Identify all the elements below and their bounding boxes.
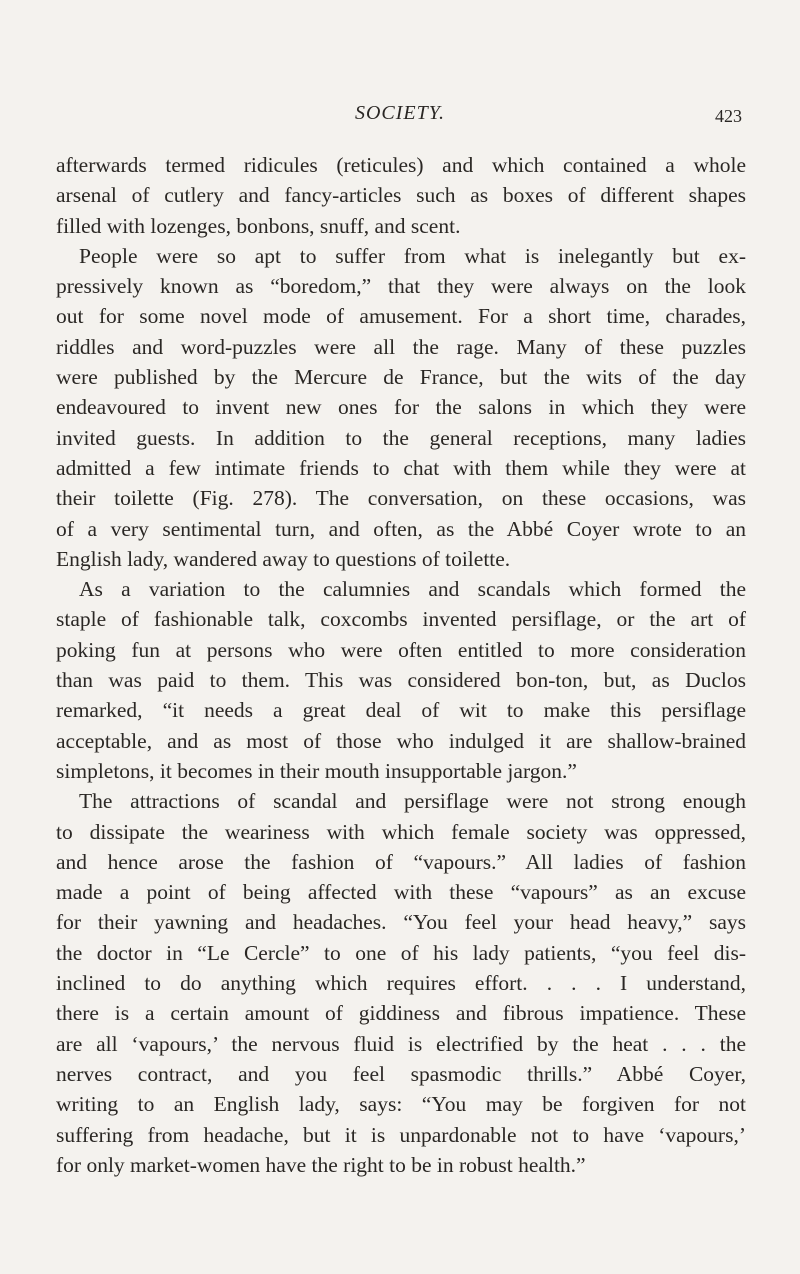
- text-line-33: suffering from headache, but it is unpardonable not to have ‘vapours,’: [56, 1122, 746, 1147]
- text-line-9: endeavoured to invent new ones for the salons in which they were: [56, 395, 746, 420]
- text-line-6: out for some novel mode of amusement. For a short time, charades,: [56, 304, 746, 329]
- header-title: SOCIETY.: [354, 102, 446, 124]
- text-line-10: invited guests. In addition to the general receptions, many ladies: [56, 425, 746, 450]
- text-line-26: for their yawning and headaches. “You feel your head heavy,” says: [56, 910, 746, 935]
- text-line-30: are all ‘vapours,’ the nervous fluid is electrified by the heat . . . the: [56, 1031, 746, 1056]
- text-line-3: filled with lozenges, bonbons, snuff, and scent.: [56, 213, 461, 238]
- text-line-2: arsenal of cutlery and fancy-articles such as boxes of different shapes: [56, 183, 746, 208]
- text-line-21: simpletons, it becomes in their mouth insupportable jargon.”: [56, 758, 577, 783]
- page-number: 423: [715, 106, 742, 126]
- text-line-34: for only market-women have the right to be in robust health.”: [56, 1152, 586, 1177]
- text-line-20: acceptable, and as most of those who indulged it are shallow-brained: [56, 728, 746, 753]
- text-line-16: staple of fashionable talk, coxcombs invented persiflage, or the art of: [56, 607, 746, 632]
- text-line-1: afterwards termed ridicules (reticules) and which contained a whole: [56, 153, 746, 177]
- text-line-14: English lady, wandered away to questions of toilette.: [56, 546, 511, 571]
- text-line-19: remarked, “it needs a great deal of wit to make this persiflage: [56, 698, 746, 723]
- text-line-5: pressively known as “boredom,” that they were always on the look: [56, 274, 746, 299]
- text-line-4: People were so apt to suffer from what is inelegantly but ex-: [79, 243, 746, 268]
- body-text: [56, 150, 746, 1180]
- text-line-23: to dissipate the weariness with which female society was oppressed,: [56, 819, 746, 844]
- text-line-13: of a very sentimental turn, and often, as the Abbé Coyer wrote to an: [56, 516, 746, 541]
- text-line-18: than was paid to them. This was considered bon-ton, but, as Duclos: [56, 668, 746, 693]
- text-line-31: nerves contract, and you feel spasmodic thrills.” Abbé Coyer,: [56, 1061, 746, 1086]
- text-line-12: their toilette (Fig. 278). The conversation, on these occasions, was: [56, 486, 746, 511]
- text-line-32: writing to an English lady, says: “You may be forgiven for not: [56, 1092, 746, 1117]
- text-line-27: the doctor in “Le Cercle” to one of his lady patients, “you feel dis-: [56, 940, 746, 965]
- running-head: [0, 102, 800, 136]
- text-line-22: The attractions of scandal and persiflage were not strong enough: [79, 789, 746, 814]
- text-line-25: made a point of being affected with these “vapours” as an excuse: [56, 880, 746, 905]
- text-line-8: were published by the Mercure de France, but the wits of the day: [56, 365, 746, 390]
- text-line-24: and hence arose the fashion of “vapours.” All ladies of fashion: [56, 849, 746, 874]
- text-line-11: admitted a few intimate friends to chat with them while they were at: [56, 455, 746, 480]
- text-line-15: As a variation to the calumnies and scandals which formed the: [79, 577, 746, 602]
- text-line-28: inclined to do anything which requires effort. . . . I understand,: [56, 971, 746, 996]
- text-line-17: poking fun at persons who were often entitled to more consideration: [56, 637, 746, 662]
- text-line-29: there is a certain amount of giddiness and fibrous impatience. These: [56, 1001, 746, 1026]
- text-line-7: riddles and word-puzzles were all the rage. Many of these puzzles: [56, 334, 746, 359]
